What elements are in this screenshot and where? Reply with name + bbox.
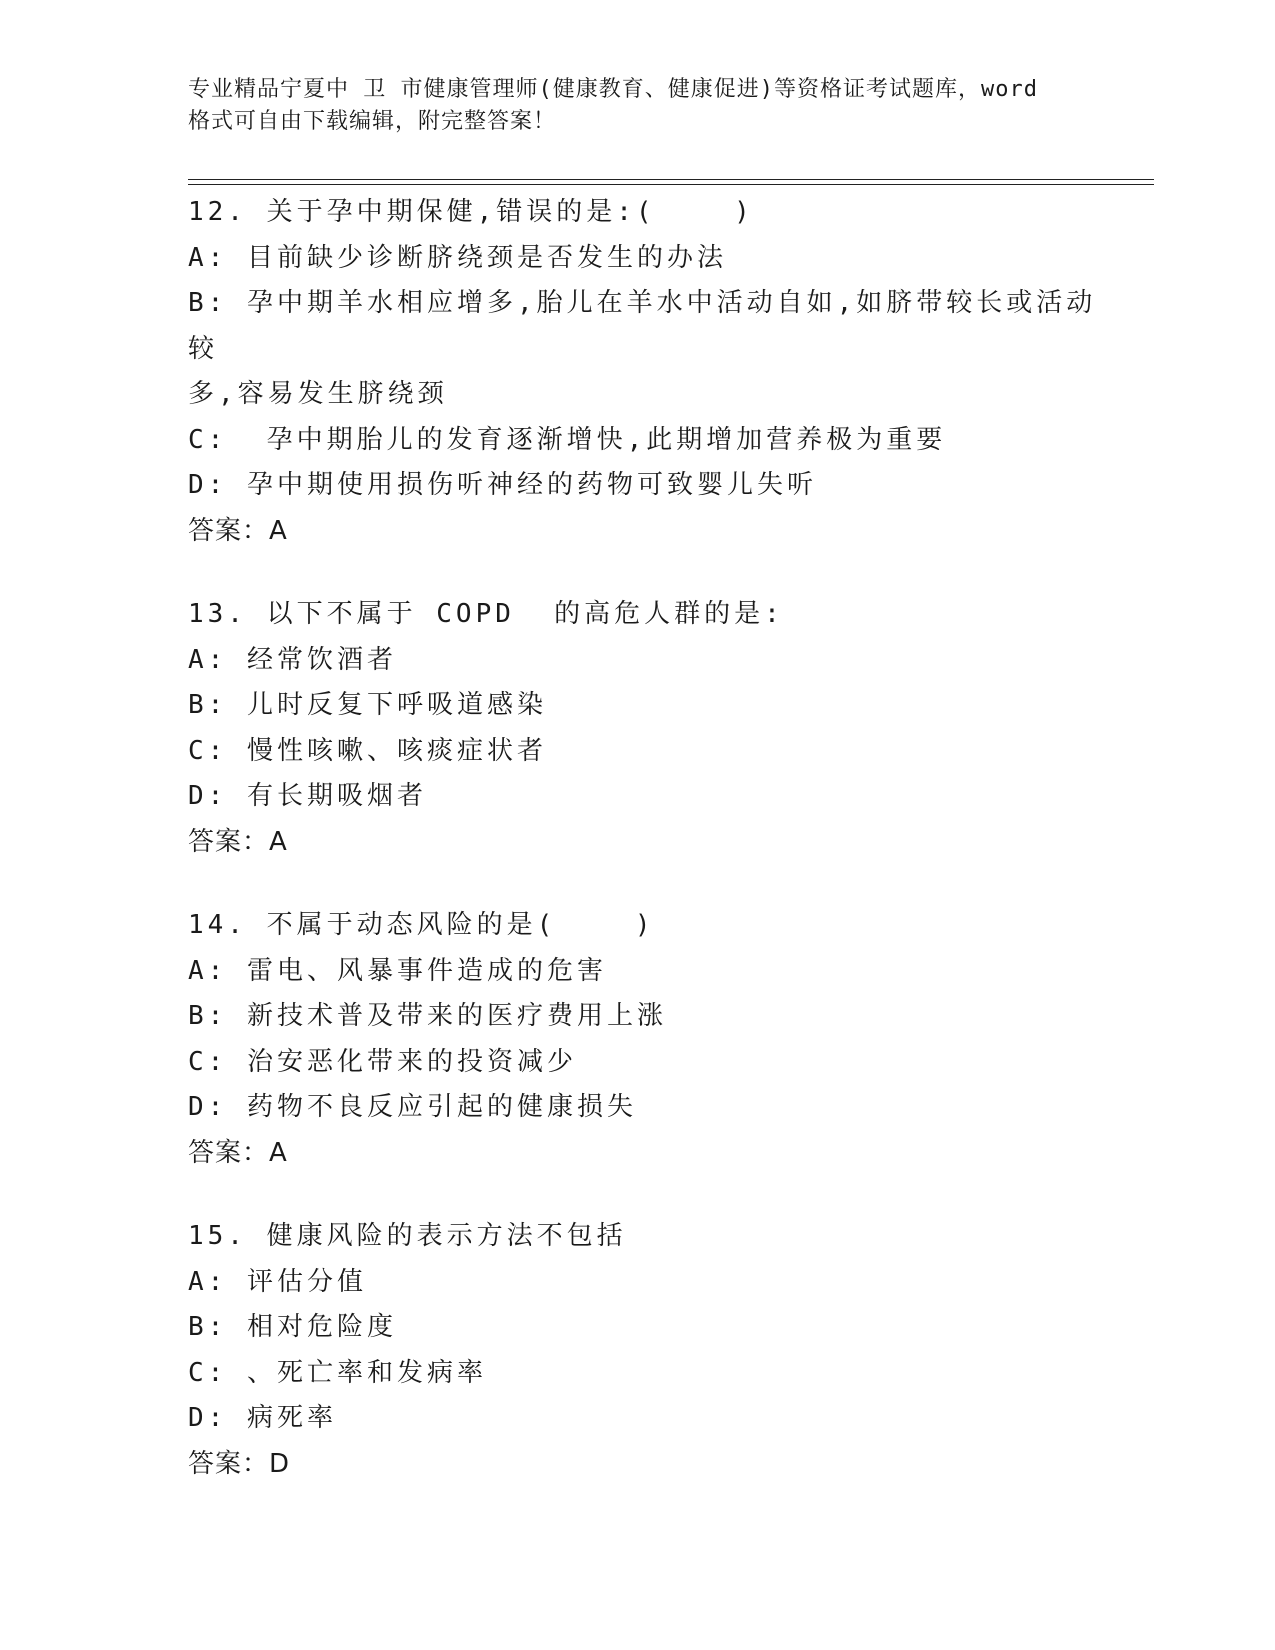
question-stem: 15. 健康风险的表示方法不包括 xyxy=(188,1221,627,1251)
option-d: D: 孕中期使用损伤听神经的药物可致婴儿失听 xyxy=(188,470,817,500)
option-b: B: 新技术普及带来的医疗费用上涨 xyxy=(188,1001,667,1031)
header-line-1: 专业精品宁夏中 卫 市健康管理师(健康教育、健康促进)等资格证考试题库，word xyxy=(188,77,1038,102)
document-header xyxy=(188,74,1108,138)
option-c: C: 、死亡率和发病率 xyxy=(188,1357,487,1388)
option-b: B: 儿时反复下呼吸道感染 xyxy=(188,690,547,720)
question-13 xyxy=(188,592,1108,865)
header-line-2: 格式可自由下载编辑，附完整答案！ xyxy=(188,109,557,134)
option-b: B: 相对危险度 xyxy=(188,1312,397,1342)
answer-line: 答案：A xyxy=(188,1137,288,1168)
option-c: C: 孕中期胎儿的发育逐渐增快,此期增加营养极为重要 xyxy=(188,424,947,455)
header-divider-bottom xyxy=(188,184,1154,185)
option-a: A: 评估分值 xyxy=(188,1266,367,1297)
answer-line: 答案：A xyxy=(188,826,288,857)
option-c: C: 慢性咳嗽、咳痰症状者 xyxy=(188,735,547,766)
question-15 xyxy=(188,1214,1108,1487)
option-a: A: 雷电、风暴事件造成的危害 xyxy=(188,955,607,986)
answer-line: 答案：D xyxy=(188,1448,291,1479)
question-list xyxy=(188,190,1108,1525)
question-stem: 14. 不属于动态风险的是( ) xyxy=(188,910,655,940)
option-b: B: 孕中期羊水相应增多,胎儿在羊水中活动自如,如脐带较长或活动较 xyxy=(188,288,1097,364)
option-a: A: 经常饮酒者 xyxy=(188,644,397,675)
question-stem: 12. 关于孕中期保健,错误的是:( ) xyxy=(188,197,754,227)
question-12 xyxy=(188,190,1108,554)
question-14 xyxy=(188,903,1108,1176)
option-c: C: 治安恶化带来的投资减少 xyxy=(188,1046,577,1077)
question-stem: 13. 以下不属于 COPD 的高危人群的是: xyxy=(188,599,784,629)
header-divider-top xyxy=(188,179,1154,180)
option-d: D: 病死率 xyxy=(188,1403,337,1433)
answer-line: 答案：A xyxy=(188,515,288,546)
option-d: D: 药物不良反应引起的健康损失 xyxy=(188,1092,637,1122)
option-d: D: 有长期吸烟者 xyxy=(188,781,427,811)
option-a: A: 目前缺少诊断脐绕颈是否发生的办法 xyxy=(188,242,727,273)
option-b-continued: 多,容易发生脐绕颈 xyxy=(188,379,448,409)
